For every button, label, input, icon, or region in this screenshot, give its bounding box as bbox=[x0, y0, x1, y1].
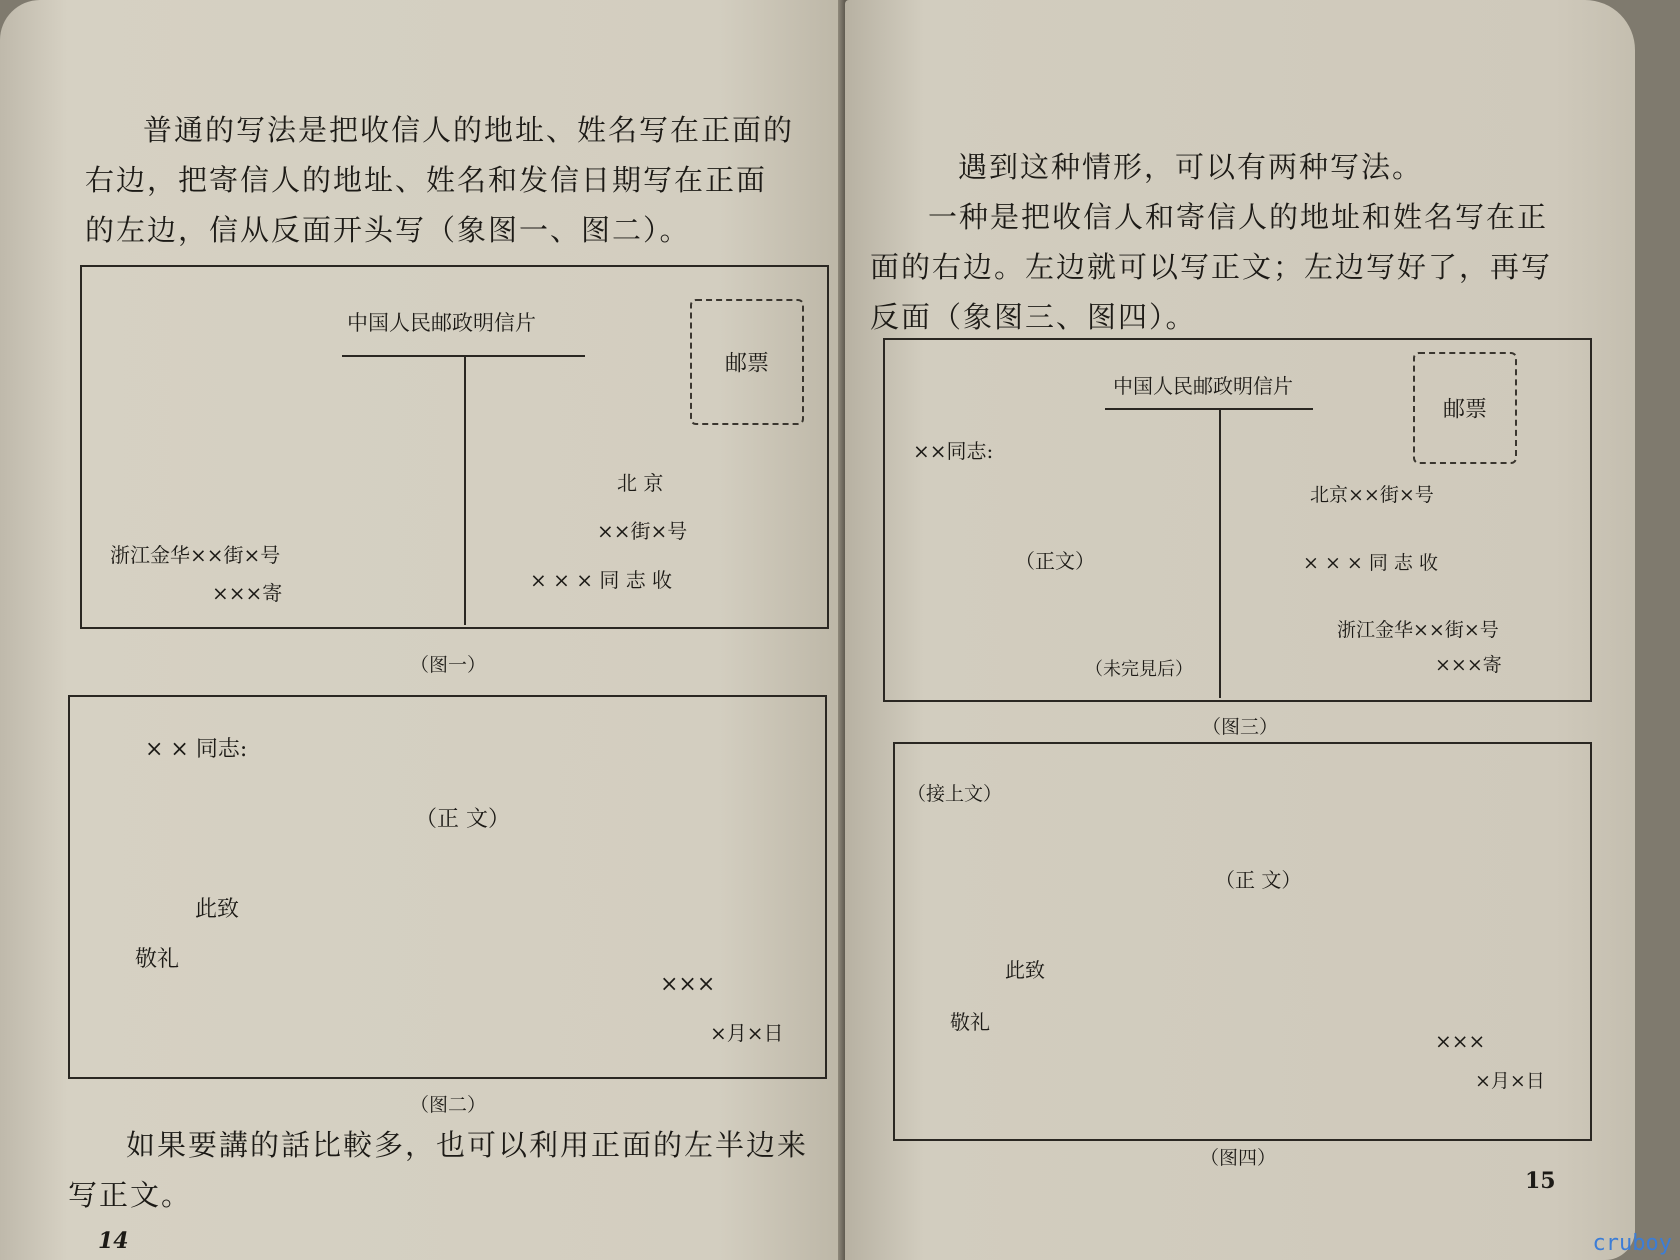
letter-body: （正文） bbox=[1015, 549, 1095, 573]
continued-note: （未完見后） bbox=[1085, 659, 1193, 680]
center-divider bbox=[464, 355, 466, 625]
right-page bbox=[845, 0, 1635, 1260]
date: ×月×日 bbox=[710, 1021, 784, 1045]
page-number-right: 15 bbox=[1525, 1168, 1556, 1194]
header-underline bbox=[1105, 408, 1313, 410]
continued-from: （接上文） bbox=[907, 783, 1003, 805]
watermark: cruboy bbox=[1592, 1231, 1672, 1256]
recipient-city: 北 京 bbox=[617, 471, 664, 495]
sender-address: 浙江金华××街×号 bbox=[1337, 619, 1499, 641]
figure-1-postcard bbox=[80, 265, 829, 629]
figure-2-letter bbox=[68, 695, 827, 1079]
stamp-box bbox=[690, 299, 804, 425]
signature: ××× bbox=[1435, 1029, 1486, 1053]
sender-address: 浙江金华××街×号 bbox=[110, 543, 281, 567]
closing-2: 敬礼 bbox=[135, 947, 180, 972]
sender-name: ×××寄 bbox=[212, 581, 283, 605]
recipient-name: × × × 同 志 收 bbox=[530, 568, 673, 592]
signature: ××× bbox=[660, 972, 716, 997]
salutation: ××同志: bbox=[913, 439, 994, 463]
recipient-street: ××街×号 bbox=[597, 519, 688, 543]
left-paragraph-1: 普通的写法是把收信人的地址、姓名写在正面的右边，把寄信人的地址、姓名和发信日期写在正面的左边，信从反面开头写（象图一、图二）。 bbox=[85, 113, 795, 247]
figure-3-caption: （图三） bbox=[1202, 716, 1279, 738]
right-paragraph-2: 一种是把收信人和寄信人的地址和姓名写在正面的右边。左边就可以写正文；左边写好了，再写反面（象图三、图四）。 bbox=[870, 200, 1553, 334]
closing-1: 此致 bbox=[1005, 958, 1045, 982]
postcard-header: 中国人民邮政明信片 bbox=[1113, 374, 1293, 398]
right-paragraph-1: 遇到这种情形，可以有两种写法。 bbox=[958, 150, 1424, 184]
stamp-box bbox=[1413, 352, 1517, 464]
recipient-address: 北京××街×号 bbox=[1310, 484, 1434, 506]
salutation: × × 同志: bbox=[145, 737, 248, 762]
postcard-header: 中国人民邮政明信片 bbox=[347, 311, 536, 335]
figure-1-caption: （图一） bbox=[410, 654, 487, 676]
figure-4-caption: （图四） bbox=[1200, 1147, 1277, 1169]
closing-1: 此致 bbox=[195, 897, 240, 922]
letter-body: （正 文） bbox=[1215, 868, 1302, 892]
center-divider bbox=[1219, 408, 1221, 698]
figure-3-postcard bbox=[883, 338, 1592, 702]
date: ×月×日 bbox=[1475, 1070, 1545, 1092]
sender-name: ×××寄 bbox=[1435, 654, 1502, 676]
figure-2-caption: （图二） bbox=[410, 1094, 487, 1116]
figure-4-letter bbox=[893, 742, 1592, 1141]
letter-body: （正 文） bbox=[415, 807, 510, 832]
page-number-left: 14 bbox=[98, 1228, 129, 1254]
stamp-label: 邮票 bbox=[724, 351, 769, 377]
left-paragraph-2: 如果要講的話比較多，也可以利用正面的左半边来写正文。 bbox=[68, 1128, 809, 1212]
closing-2: 敬礼 bbox=[950, 1010, 990, 1034]
recipient-name: × × × 同 志 收 bbox=[1303, 552, 1438, 574]
stamp-label: 邮票 bbox=[1442, 397, 1487, 423]
